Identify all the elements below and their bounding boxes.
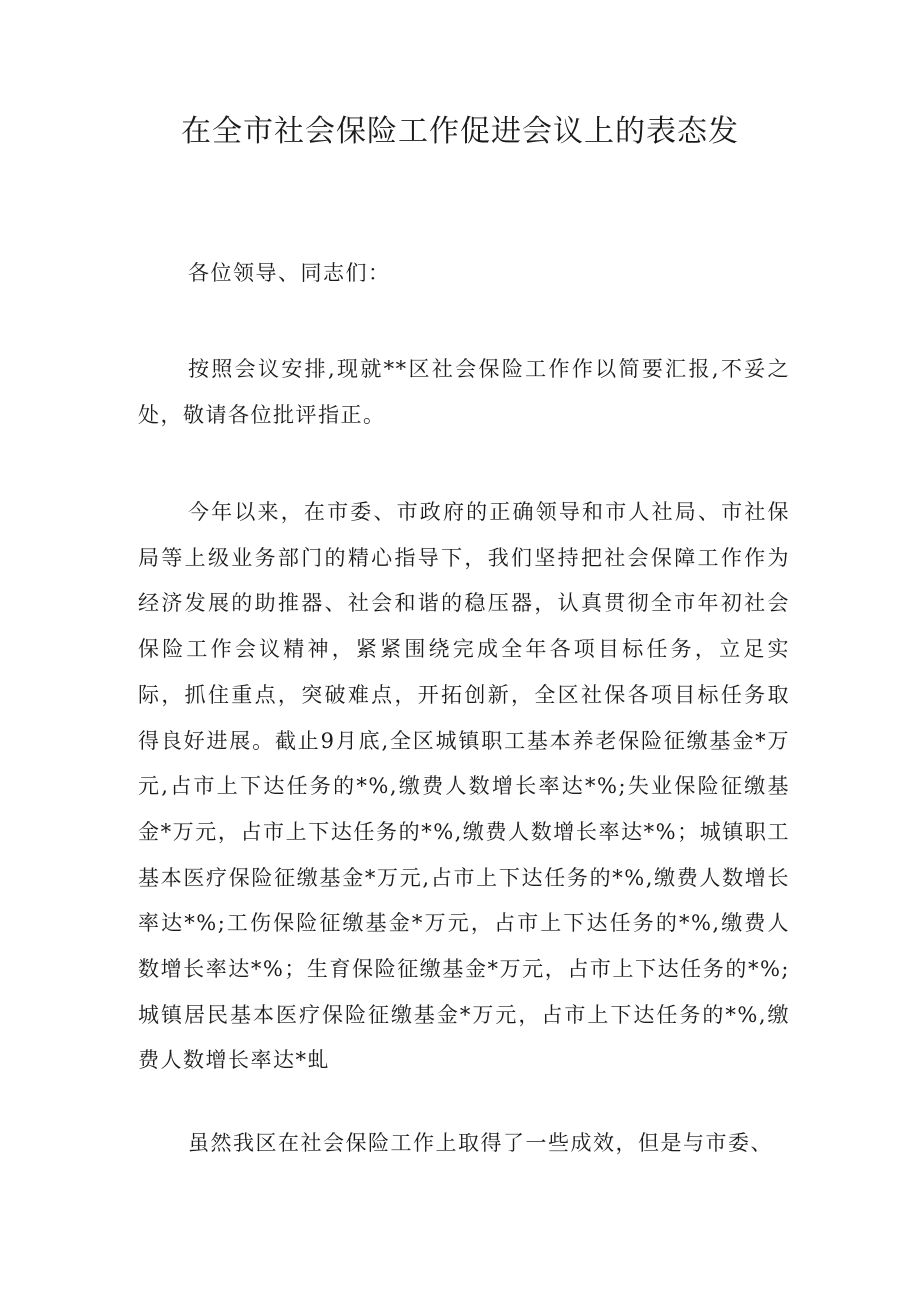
- closing-paragraph-start: 虽然我区在社会保险工作上取得了一些成效，但是与市委、: [188, 1131, 773, 1155]
- intro-paragraph: 按照会议安排,现就**区社会保险工作作以简要汇报,不妥之处，敬请各位批评指正。: [138, 357, 790, 427]
- salutation-paragraph: 各位领导、同志们：: [188, 261, 391, 285]
- document-title: 在全市社会保险工作促进会议上的表态发: [181, 114, 739, 149]
- body-paragraph: 今年以来，在市委、市政府的正确领导和市人社局、市社保局等上级业务部门的精心指导下，我们坚持把社会保障工作作为经济发展的助推器、社会和谐的稳压器，认真贯彻全市年初社会保险工作会议精神，紧紧围绕完成全年各项目标任务，立足实际，抓住重点，突破难点，开拓创新，全区社保各项目标任务取得良好进展。截止9月底,全区城镇职工基本养老保险征缴基金*万元,占市上下达任务的*%,缴费人数增长率达*%;失业保险征缴基金*万元，占市上下达任务的*%,缴费人数增长率达*%；城镇职工基本医疗保险征缴基金*万元,占市上下达任务的*%,缴费人数增长率达*%;工伤保险征缴基金*万元，占市上下达任务的*%,缴费人数增长率达*%；生育保险征缴基金*万元，占市上下达任务的*%;城镇居民基本医疗保险征缴基金*万元，占市上下达任务的*%,缴费人数增长率达*虬: [138, 500, 790, 1073]
